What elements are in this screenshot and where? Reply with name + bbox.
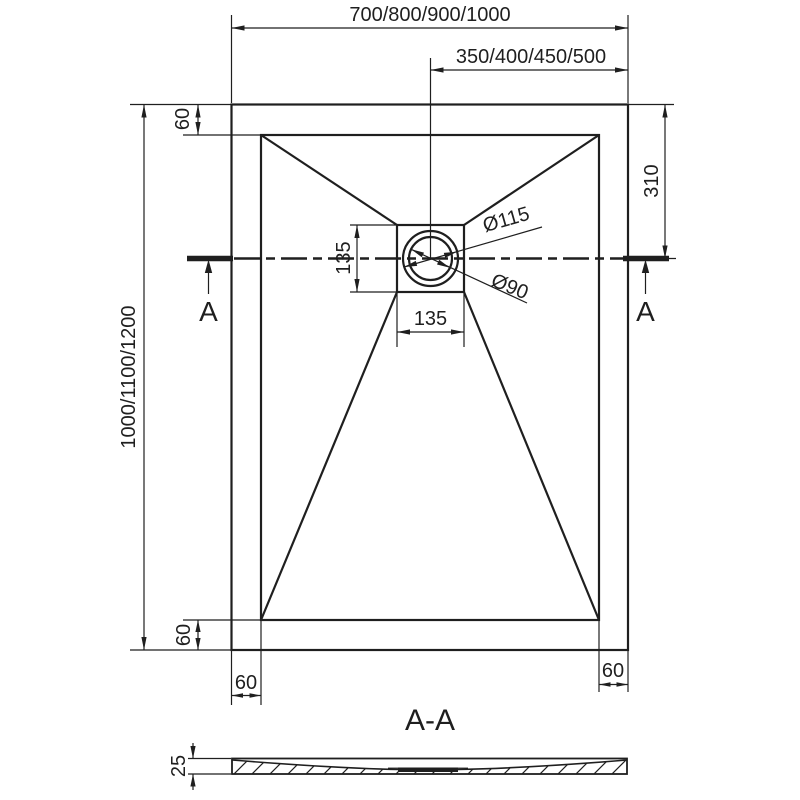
dim-thickness-label: 25	[168, 754, 190, 778]
dim-drain-offset	[628, 105, 676, 259]
slope-line-bottom-right	[464, 292, 599, 620]
dim-bottom-right-corner-label: 60	[601, 660, 625, 682]
cut-label-left: A	[199, 296, 218, 327]
dim-bottom-offset-label: 60	[173, 623, 195, 647]
dim-half-width	[431, 46, 629, 73]
tray-outline	[232, 105, 629, 651]
dim-overall-length-label: 1000/1100/1200	[118, 305, 140, 449]
dim-overall-width-label: 700/800/900/1000	[349, 4, 511, 26]
cut-label-right: A	[636, 296, 655, 327]
tray-outer-edge	[232, 105, 629, 651]
section-drain-recess	[398, 768, 458, 773]
plan-view	[118, 4, 676, 705]
dim-bottom-right-corner	[599, 621, 628, 692]
dim-overall-length	[118, 105, 231, 651]
cut-arrow-right-head	[642, 260, 649, 274]
dim-top-offset-label: 60	[172, 107, 194, 131]
section-title: A-A	[404, 704, 456, 737]
dim-top-offset	[130, 105, 260, 136]
dim-hole-diameter-label: Ø90	[487, 269, 532, 305]
slope-line-bottom-left	[261, 292, 397, 620]
dim-drain-height-label: 135	[333, 241, 355, 275]
cut-arrow-left-head	[205, 260, 212, 274]
section-view	[168, 704, 627, 790]
slope-line-top-right	[464, 135, 599, 225]
dim-bottom-offset	[173, 620, 260, 650]
dim-drain-width-label: 135	[413, 308, 448, 330]
dim-drain-width	[397, 293, 464, 347]
dim-thickness	[168, 743, 231, 790]
dim-bottom-left-corner-label: 60	[234, 672, 258, 694]
dim-half-width-label: 350/400/450/500	[455, 46, 607, 68]
slope-line-top-left	[261, 135, 397, 225]
dim-drain-offset-label: 310	[641, 164, 663, 198]
dim-bottom-left-corner	[232, 621, 262, 705]
dim-flange-diameter-label: Ø115	[480, 202, 533, 238]
